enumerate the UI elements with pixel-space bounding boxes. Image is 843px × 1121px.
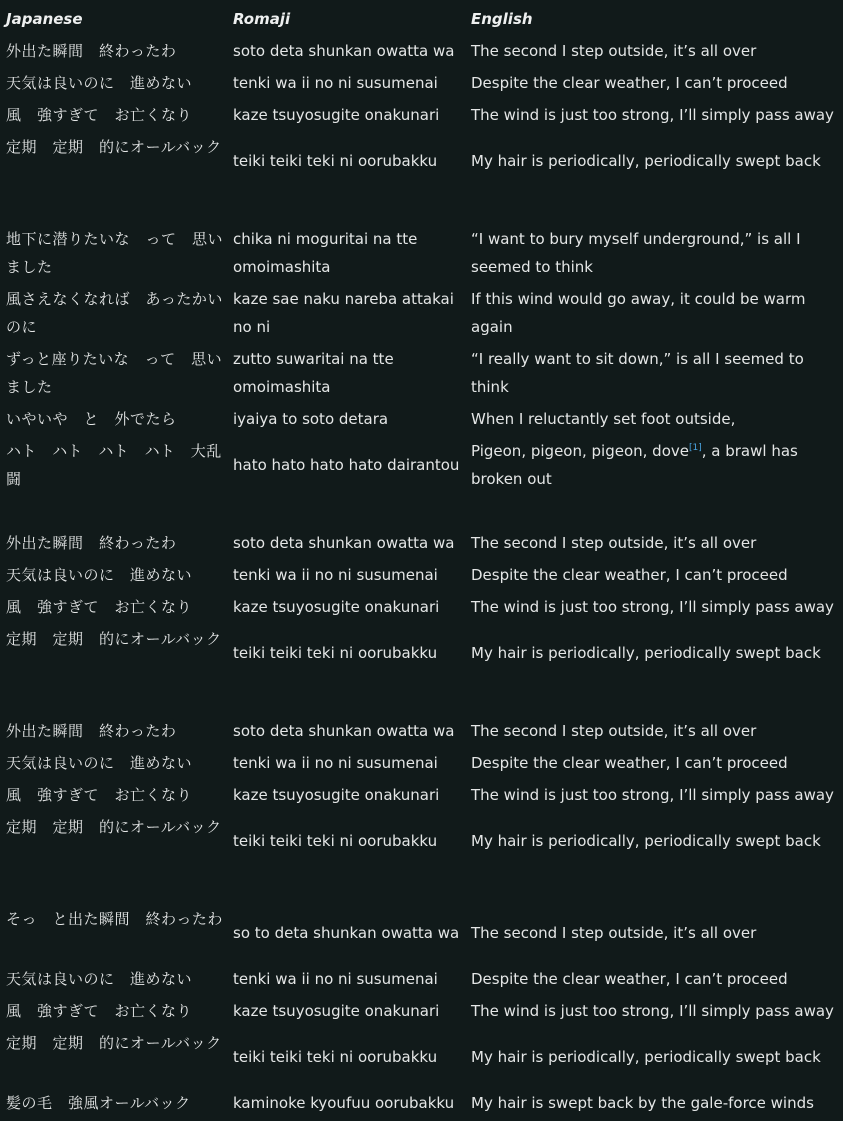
romaji-cell: tenki wa ii no ni susumenai xyxy=(233,74,438,92)
english-cell: Despite the clear weather, I can’t proceed xyxy=(471,754,788,772)
romaji-cell: tenki wa ii no ni susumenai xyxy=(233,970,438,988)
footnote-link[interactable]: [1] xyxy=(688,443,702,453)
japanese-cell: 風 強すぎて お亡くなり xyxy=(6,598,193,616)
japanese-cell: 風 強すぎて お亡くなり xyxy=(6,106,193,124)
english-cell: “I want to bury myself underground,” is all I seemed to think xyxy=(471,230,801,276)
romaji-cell: teiki teiki teki ni oorubakku xyxy=(233,832,438,850)
japanese-cell: 外出た瞬間 終わったわ xyxy=(6,42,177,60)
header-english: English xyxy=(471,10,533,28)
japanese-cell: 天気は良いのに 進めない xyxy=(6,754,193,772)
english-cell: The wind is just too strong, I’ll simply pass away xyxy=(471,598,834,616)
romaji-cell: zutto suwaritai na tte omoimashita xyxy=(233,350,394,396)
romaji-cell: soto deta shunkan owatta wa xyxy=(233,722,455,740)
romaji-cell: kaminoke kyoufuu oorubakku xyxy=(233,1094,455,1112)
japanese-cell: 髪の毛 強風オールバック xyxy=(6,1094,191,1112)
japanese-cell: 風さえなくなれば あったかいのに xyxy=(6,290,223,336)
english-cell xyxy=(471,437,836,493)
english-cell: If this wind would go away, it could be warm again xyxy=(471,290,806,336)
romaji-cell: kaze sae naku nareba attakai no ni xyxy=(233,290,454,336)
japanese-cell: 定期 定期 的にオールバック xyxy=(6,818,222,836)
japanese-cell: そっ と出た瞬間 終わったわ xyxy=(6,910,223,928)
romaji-cell: kaze tsuyosugite onakunari xyxy=(233,1002,440,1020)
japanese-cell: 定期 定期 的にオールバック xyxy=(6,630,222,648)
english-cell: The wind is just too strong, I’ll simply pass away xyxy=(471,786,834,804)
english-cell: The second I step outside, it’s all over xyxy=(471,534,757,552)
romaji-cell: soto deta shunkan owatta wa xyxy=(233,42,455,60)
romaji-cell: chika ni moguritai na tte omoimashita xyxy=(233,230,418,276)
header-japanese: Japanese xyxy=(6,10,83,28)
romaji-cell: tenki wa ii no ni susumenai xyxy=(233,754,438,772)
english-cell: Despite the clear weather, I can’t proceed xyxy=(471,970,788,988)
romaji-cell: kaze tsuyosugite onakunari xyxy=(233,106,440,124)
romaji-cell: so to deta shunkan owatta wa xyxy=(233,924,460,942)
english-cell: Despite the clear weather, I can’t proceed xyxy=(471,74,788,92)
japanese-cell: 定期 定期 的にオールバック xyxy=(6,138,222,156)
japanese-cell: 天気は良いのに 進めない xyxy=(6,970,193,988)
japanese-cell: 風 強すぎて お亡くなり xyxy=(6,786,193,804)
english-cell: Despite the clear weather, I can’t proceed xyxy=(471,566,788,584)
header-romaji: Romaji xyxy=(233,10,291,28)
english-cell: The second I step outside, it’s all over xyxy=(471,722,757,740)
english-cell: The wind is just too strong, I’ll simply pass away xyxy=(471,106,834,124)
english-cell: My hair is periodically, periodically swept back xyxy=(471,832,821,850)
english-cell: The second I step outside, it’s all over xyxy=(471,42,757,60)
japanese-cell: ずっと座りたいな って 思いました xyxy=(6,350,223,396)
english-text: , a brawl has broken out xyxy=(471,442,798,488)
romaji-cell: kaze tsuyosugite onakunari xyxy=(233,598,440,616)
english-cell: The wind is just too strong, I’ll simply pass away xyxy=(471,1002,834,1020)
japanese-cell: 天気は良いのに 進めない xyxy=(6,566,193,584)
japanese-cell: 外出た瞬間 終わったわ xyxy=(6,534,177,552)
english-cell: My hair is periodically, periodically swept back xyxy=(471,1048,821,1066)
english-text: Pigeon, pigeon, pigeon, dove xyxy=(471,442,689,460)
romaji-cell: hato hato hato hato dairantou xyxy=(233,456,460,474)
japanese-cell: 天気は良いのに 進めない xyxy=(6,74,193,92)
japanese-cell: いやいや と 外でたら xyxy=(6,410,177,428)
japanese-cell: 外出た瞬間 終わったわ xyxy=(6,722,177,740)
japanese-cell: 風 強すぎて お亡くなり xyxy=(6,1002,193,1020)
romaji-cell: teiki teiki teki ni oorubakku xyxy=(233,644,438,662)
romaji-cell: teiki teiki teki ni oorubakku xyxy=(233,1048,438,1066)
romaji-cell: teiki teiki teki ni oorubakku xyxy=(233,152,438,170)
english-cell: When I reluctantly set foot outside, xyxy=(471,410,736,428)
english-cell: “I really want to sit down,” is all I seemed to think xyxy=(471,350,804,396)
japanese-cell: 定期 定期 的にオールバック xyxy=(6,1034,222,1052)
english-cell: My hair is swept back by the gale-force winds xyxy=(471,1094,814,1112)
english-cell: My hair is periodically, periodically swept back xyxy=(471,152,821,170)
japanese-cell: 地下に潜りたいな って 思いました xyxy=(6,230,224,276)
english-cell: My hair is periodically, periodically swept back xyxy=(471,644,821,662)
romaji-cell: soto deta shunkan owatta wa xyxy=(233,534,455,552)
english-cell: The second I step outside, it’s all over xyxy=(471,924,757,942)
romaji-cell: iyaiya to soto detara xyxy=(233,410,389,428)
romaji-cell: tenki wa ii no ni susumenai xyxy=(233,566,438,584)
romaji-cell: kaze tsuyosugite onakunari xyxy=(233,786,440,804)
japanese-cell: ハト ハト ハト ハト 大乱闘 xyxy=(6,442,222,488)
